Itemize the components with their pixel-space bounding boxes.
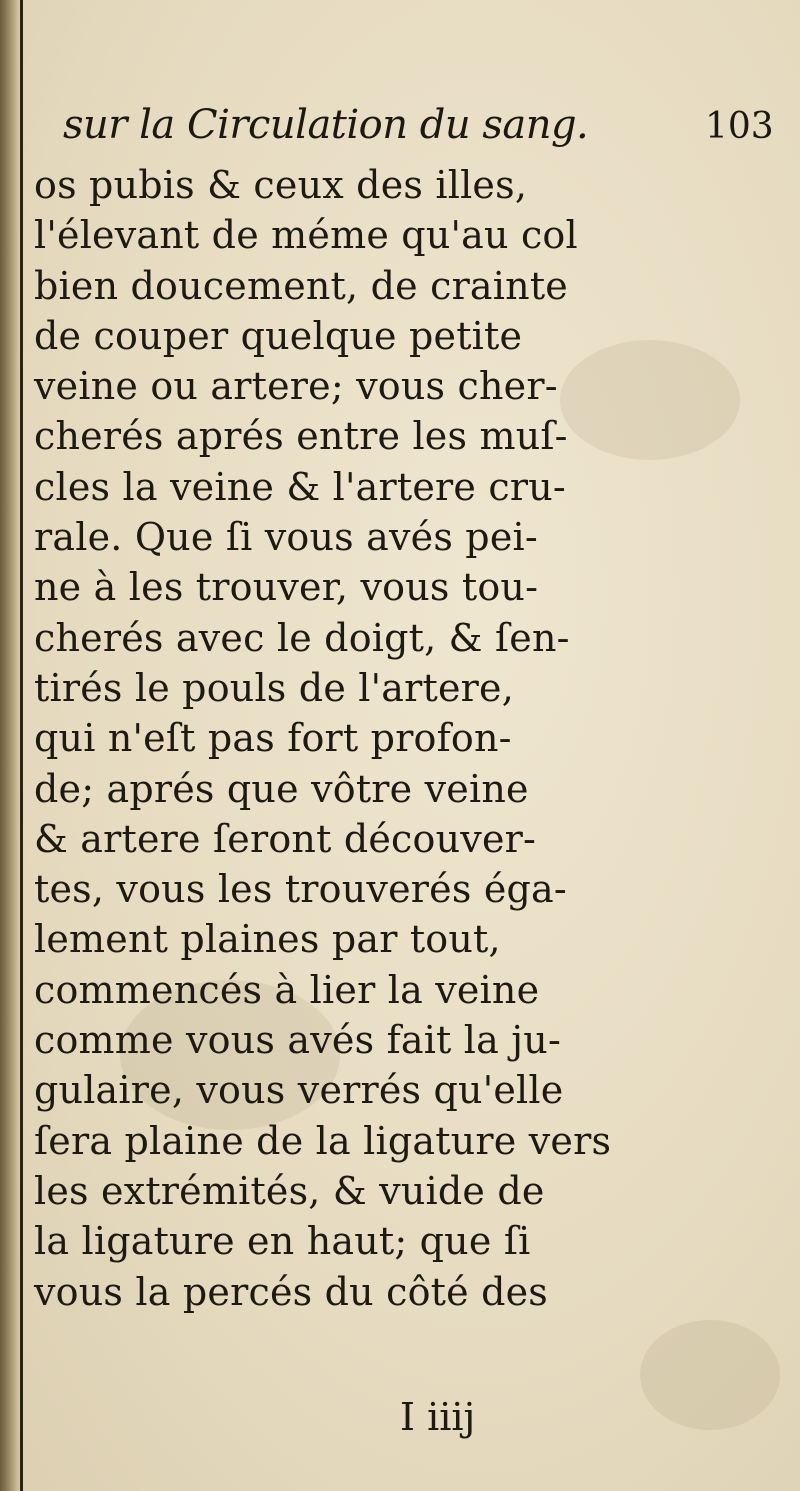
page-header [55,100,775,160]
text-line: commencés à lier la veine [34,967,540,1012]
text-line: vous la percés du côté des [34,1269,549,1314]
text-line: tes, vous les trouverés éga- [34,867,567,912]
text-line: & artere ſeront découver- [34,816,537,861]
text-line: la ligature en haut; que ſi [34,1219,531,1264]
binding-gutter [0,0,22,1491]
text-line: cles la veine & l'artere cru- [34,464,566,509]
text-line: les extrémités, & vuide de [34,1168,545,1213]
text-line: l'élevant de méme qu'au col [34,213,578,258]
running-head: sur la Circulation du sang. [63,102,589,148]
text-line: de; aprés que vôtre veine [34,766,529,811]
text-line: rale. Que ſi vous avés pei- [34,515,538,560]
text-line: comme vous avés fait la ju- [34,1018,561,1063]
page-edge-line [20,0,23,1491]
text-line: gulaire, vous verrés qu'elle [34,1068,564,1113]
text-line: lement plaines par tout, [34,917,501,962]
signature-mark: I iiij [400,1395,476,1439]
text-line: veine ou artere; vous cher- [34,364,558,409]
text-line: tirés le pouls de l'artere, [34,665,514,710]
text-line: bien doucement, de crainte [34,263,568,308]
text-line: cherés aprés entre les muſ- [34,414,568,459]
text-line: ſera plaine de la ligature vers [34,1118,612,1163]
text-line: os pubis & ceux des illes, [34,163,528,207]
page-number: 103 [705,106,774,147]
text-line: qui n'eſt pas fort profon- [34,716,512,761]
paper-stain [640,1320,780,1430]
text-line: cherés avec le doigt, & ſen- [34,615,570,660]
text-line: de couper quelque petite [34,313,523,358]
body-text [34,160,774,1317]
text-line: ne à les trouver, vous tou- [34,565,539,610]
